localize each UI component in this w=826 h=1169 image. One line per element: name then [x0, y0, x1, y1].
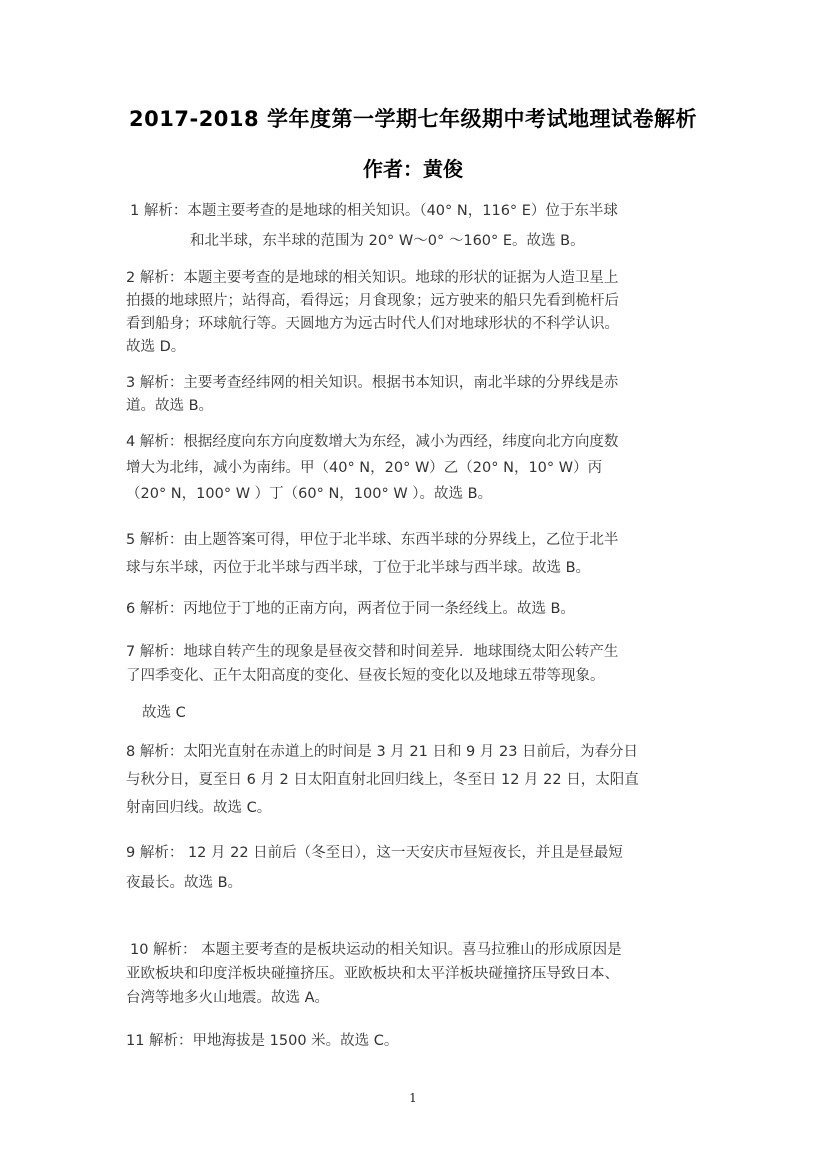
answer-6-line: 6 解析：丙地位于丁地的正南方向，两者位于同一条经线上。故选 B。	[126, 601, 575, 617]
answer-10-cont	[126, 962, 706, 1010]
answer-11-line: 11 解析：甲地海拔是 1500 米。故选 C。	[126, 1033, 399, 1049]
document-title: 2017-2018 学年度第一学期七年级期中考试地理试卷解析	[129, 107, 697, 131]
answer-2-line: 看到船身；环球航行等。天圆地方为远古时代人们对地球形状的不科学认识。	[126, 316, 619, 332]
answer-7-line: 了四季变化、正午太阳高度的变化、昼夜长短的变化以及地球五带等现象。	[126, 668, 605, 684]
answer-3	[126, 372, 706, 418]
answer-7-choice-line: 故选 C	[142, 705, 186, 721]
answer-9-line: 9 解析： 12 月 22 日前后（冬至日），这一天安庆市昼短夜长，并且是昼最短	[126, 845, 623, 861]
page-number: 1	[409, 1091, 417, 1105]
answer-2-line: 故选 D。	[126, 339, 186, 355]
author-line: 作者：黄俊	[363, 157, 463, 181]
answer-2-line: 2 解析：本题主要考查的是地球的相关知识。地球的形状的证据为人造卫星上	[126, 270, 619, 286]
answer-5-line: 5 解析：由上题答案可得，甲位于北半球、东西半球的分界线上，乙位于北半	[126, 532, 619, 548]
answer-10-line: 台湾等地多火山地震。故选 A。	[126, 990, 330, 1006]
answer-2	[126, 267, 706, 359]
answer-10	[130, 938, 710, 962]
answer-5-line: 球与东半球，丙位于北半球与西半球，丁位于北半球与西半球。故选 B。	[126, 560, 591, 576]
answer-5	[126, 526, 706, 582]
answer-4-line: 4 解析：根据经度向东方向度数增大为东经，减小为西经，纬度向北方向度数	[126, 434, 619, 450]
answer-7-line: 7 解析：地球自转产生的现象是昼夜交替和时间差异．地球围绕太阳公转产生	[126, 644, 619, 660]
answer-4-line: 增大为北纬，减小为南纬。甲（40° N，20° W）乙（20° N，10° W）丙	[126, 460, 603, 476]
answer-1-line-1: 1 解析：本题主要考查的是地球的相关知识。（40° N，116° E）位于东半球	[130, 203, 618, 219]
answer-10-line: 10 解析： 本题主要考查的是板块运动的相关知识。喜马拉雅山的形成原因是	[130, 942, 622, 958]
answer-10-line: 亚欧板块和印度洋板块碰撞挤压。亚欧板块和太平洋板块碰撞挤压导致日本、	[126, 966, 619, 982]
answer-9-line: 夜最长。故选 B。	[126, 875, 243, 891]
answer-8-line: 8 解析：太阳光直射在赤道上的时间是 3 月 21 日和 9 月 23 日前后，为春分日	[126, 744, 639, 760]
answer-7-choice	[142, 701, 722, 725]
answer-4-line: （20° N，100° W ）丁（60° N，100° W ）。故选 B。	[126, 486, 493, 502]
answer-6	[126, 597, 706, 621]
answer-11	[126, 1029, 706, 1053]
answer-3-line: 3 解析：主要考查经纬网的相关知识。根据书本知识，南北半球的分界线是赤	[126, 375, 619, 391]
answer-1-line-2: 和北半球，东半球的范围为 20° W～0° ～160° E。故选 B。	[190, 233, 585, 249]
answer-8	[126, 738, 706, 822]
answer-8-line: 与秋分日，夏至日 6 月 2 日太阳直射北回归线上，冬至日 12 月 22 日，太阳直	[126, 772, 639, 788]
answer-2-line: 拍摄的地球照片；站得高，看得远；月食现象；远方驶来的船只先看到桅杆后	[126, 293, 619, 309]
answer-3-line: 道。故选 B。	[126, 398, 214, 414]
answer-7	[126, 640, 706, 688]
answer-8-line: 射南回归线。故选 C。	[126, 800, 272, 816]
answer-9	[126, 838, 706, 898]
answer-4	[126, 429, 706, 507]
